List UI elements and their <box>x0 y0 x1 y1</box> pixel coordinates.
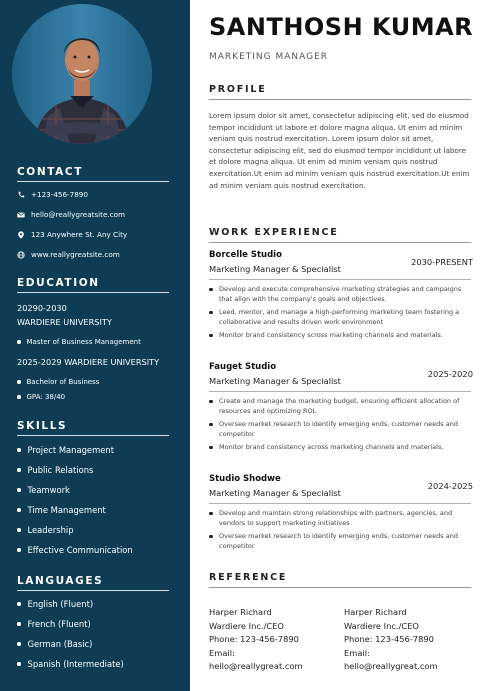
bullet-icon <box>17 528 21 532</box>
education-university: WARDIERE UNIVERSITY <box>17 317 112 327</box>
reference-email-label: Email: <box>209 647 235 658</box>
skill-text: Effective Communication <box>27 545 133 555</box>
reference-email-label: Email: <box>344 647 370 658</box>
profile-text: Lorem ipsum dolor sit amet, consectetur adipiscing elit, sed do eiusmod tempor incididunt ut labore et dolore magna aliqua. Ut enim ad minim veniam quis nostrud exercitation. Lorem ipsum dolor sit amet, consectetur adipiscing elit, sed do eiusmod tempor incididunt ut labore et dolore magna aliqua. Ut enim ad minim veniam quis nostrud exercitation.Ut enim ad minim veniam quis nostrud exercitation.Ut enim ad minim veniam quis nostrud exercitation. <box>209 111 470 190</box>
phone-icon <box>17 191 25 199</box>
skill-item <box>17 445 114 455</box>
email-icon <box>17 211 25 219</box>
job-dates: 2030-PRESENT <box>411 257 473 267</box>
job-bullet: Leed, mentor, and manage a high-performing marketing team fostering a collaborative and results driven work environment <box>209 307 471 327</box>
reference-name: Harper Richard <box>209 607 272 617</box>
profile-divider <box>209 99 471 100</box>
job-dates: 2024-2025 <box>427 481 473 491</box>
sidebar <box>0 0 190 691</box>
contact-divider <box>17 181 169 182</box>
job-role: Marketing Manager & Specialist <box>209 376 341 386</box>
job-company: Borcelle Studio <box>209 250 282 260</box>
job-responsibilities <box>209 508 471 554</box>
reference-card <box>344 606 438 674</box>
language-item <box>17 639 92 649</box>
contact-heading: CONTACT <box>17 166 83 178</box>
skill-text: Time Management <box>27 505 106 515</box>
experience-heading: WORK EXPERIENCE <box>209 227 339 238</box>
skill-item <box>17 545 133 555</box>
job-divider <box>209 503 471 504</box>
education-degree-1 <box>17 338 141 346</box>
job-bullet: Oversee market research to identify emerging ends, customer needs and competitor <box>209 531 471 551</box>
job-bullet: Monitor brand consistency across marketing channels and materials. <box>209 442 471 452</box>
contact-phone-text: +123-456-7890 <box>31 190 88 199</box>
skill-item <box>17 505 106 515</box>
skill-item <box>17 465 93 475</box>
reference-card <box>209 606 303 674</box>
bullet-icon <box>17 602 21 606</box>
reference-divider <box>209 587 471 588</box>
bullet-icon <box>17 395 21 399</box>
job-responsibilities <box>209 284 471 343</box>
experience-divider <box>209 242 471 243</box>
education-degree-2 <box>17 378 99 386</box>
bullet-icon <box>17 340 21 344</box>
job-bullet: Monitor brand consistency scross marketing channels and materials. <box>209 330 471 340</box>
reference-phone: Phone: 123-456-7890 <box>344 634 434 644</box>
education-years: 20290-2030 <box>17 303 67 313</box>
bullet-icon <box>17 468 21 472</box>
bullet-icon <box>17 380 21 384</box>
languages-divider <box>17 590 169 591</box>
education-gpa-text: GPA: 38/40 <box>26 393 66 401</box>
contact-address-text: 123 Anywhere St. Any City <box>31 230 128 239</box>
reference-company: Wardiere Inc./CEO <box>209 620 284 631</box>
reference-heading: REFERENCE <box>209 572 288 583</box>
job-bullet: Develop and maintain strong relationships with partners, agencies, and vendors to support marketing initiatives <box>209 508 471 528</box>
job-divider <box>209 391 471 392</box>
bullet-icon <box>17 488 21 492</box>
globe-icon <box>17 251 25 259</box>
contact-email <box>17 210 125 219</box>
skill-text: Leadership <box>27 525 74 535</box>
job-bullet: Develop and execute comprehensive marketing strategies and campaigns that align with the company's goals and objectives. <box>209 284 471 304</box>
bullet-icon <box>17 508 21 512</box>
candidate-title: MARKETING MANAGER <box>209 52 329 62</box>
job-dates: 2025-2020 <box>427 369 473 379</box>
education-degree-2-text: Bachelor of Business <box>26 378 100 386</box>
job-company: Fauget Studio <box>209 362 277 372</box>
reference-phone: Phone: 123-456-7890 <box>209 634 299 644</box>
bullet-icon <box>17 622 21 626</box>
education-degree-1-text: Master of Business Management <box>26 338 141 346</box>
job-company: Studio Shodwe <box>209 474 281 484</box>
contact-email-text: hello@reallygreatsite.com <box>31 210 126 219</box>
job-role: Marketing Manager & Specialist <box>209 488 341 498</box>
language-text: English (Fluent) <box>27 599 94 609</box>
skill-item <box>17 485 70 495</box>
job-bullet: Oversee market research to identify emerging ends, customer needs and competitor <box>209 419 471 439</box>
language-item <box>17 619 91 629</box>
job-bullet: Create and manage the marketing budget, ensuring efficient allocation of resources and optimizing ROL <box>209 396 471 416</box>
education-divider <box>17 292 169 293</box>
profile-photo <box>12 4 152 144</box>
contact-address <box>17 230 127 239</box>
bullet-icon <box>17 448 21 452</box>
reference-name: Harper Richard <box>344 607 407 617</box>
language-text: German (Basic) <box>27 639 93 649</box>
skill-text: Public Relations <box>27 465 94 475</box>
language-text: Spanish (Intermediate) <box>27 659 124 669</box>
contact-website-text: www.reallygreatsite.com <box>31 250 120 259</box>
contact-phone <box>17 190 88 199</box>
reference-email: hello@reallygreat.com <box>209 661 303 671</box>
location-icon <box>17 231 25 239</box>
candidate-name: SANTHOSH KUMAR <box>209 13 474 41</box>
skill-item <box>17 525 74 535</box>
reference-email: hello@reallygreat.com <box>344 661 438 671</box>
skill-text: Teamwork <box>27 485 70 495</box>
job-divider <box>209 279 471 280</box>
reference-company: Wardiere Inc./CEO <box>344 620 419 631</box>
job-responsibilities <box>209 396 471 455</box>
skill-text: Project Management <box>27 445 114 455</box>
profile-heading: PROFILE <box>209 84 267 95</box>
language-text: French (Fluent) <box>27 619 91 629</box>
bullet-icon <box>17 662 21 666</box>
skills-heading: SKILLS <box>17 420 68 432</box>
skills-divider <box>17 435 169 436</box>
language-item <box>17 599 93 609</box>
education-gpa <box>17 393 65 401</box>
contact-website <box>17 250 120 259</box>
language-item <box>17 659 124 669</box>
job-role: Marketing Manager & Specialist <box>209 264 341 274</box>
languages-heading: LANGUAGES <box>17 575 104 587</box>
bullet-icon <box>17 642 21 646</box>
bullet-icon <box>17 548 21 552</box>
education-second: 2025-2029 WARDIERE UNIVERSITY <box>17 357 160 367</box>
education-heading: EDUCATION <box>17 277 100 289</box>
